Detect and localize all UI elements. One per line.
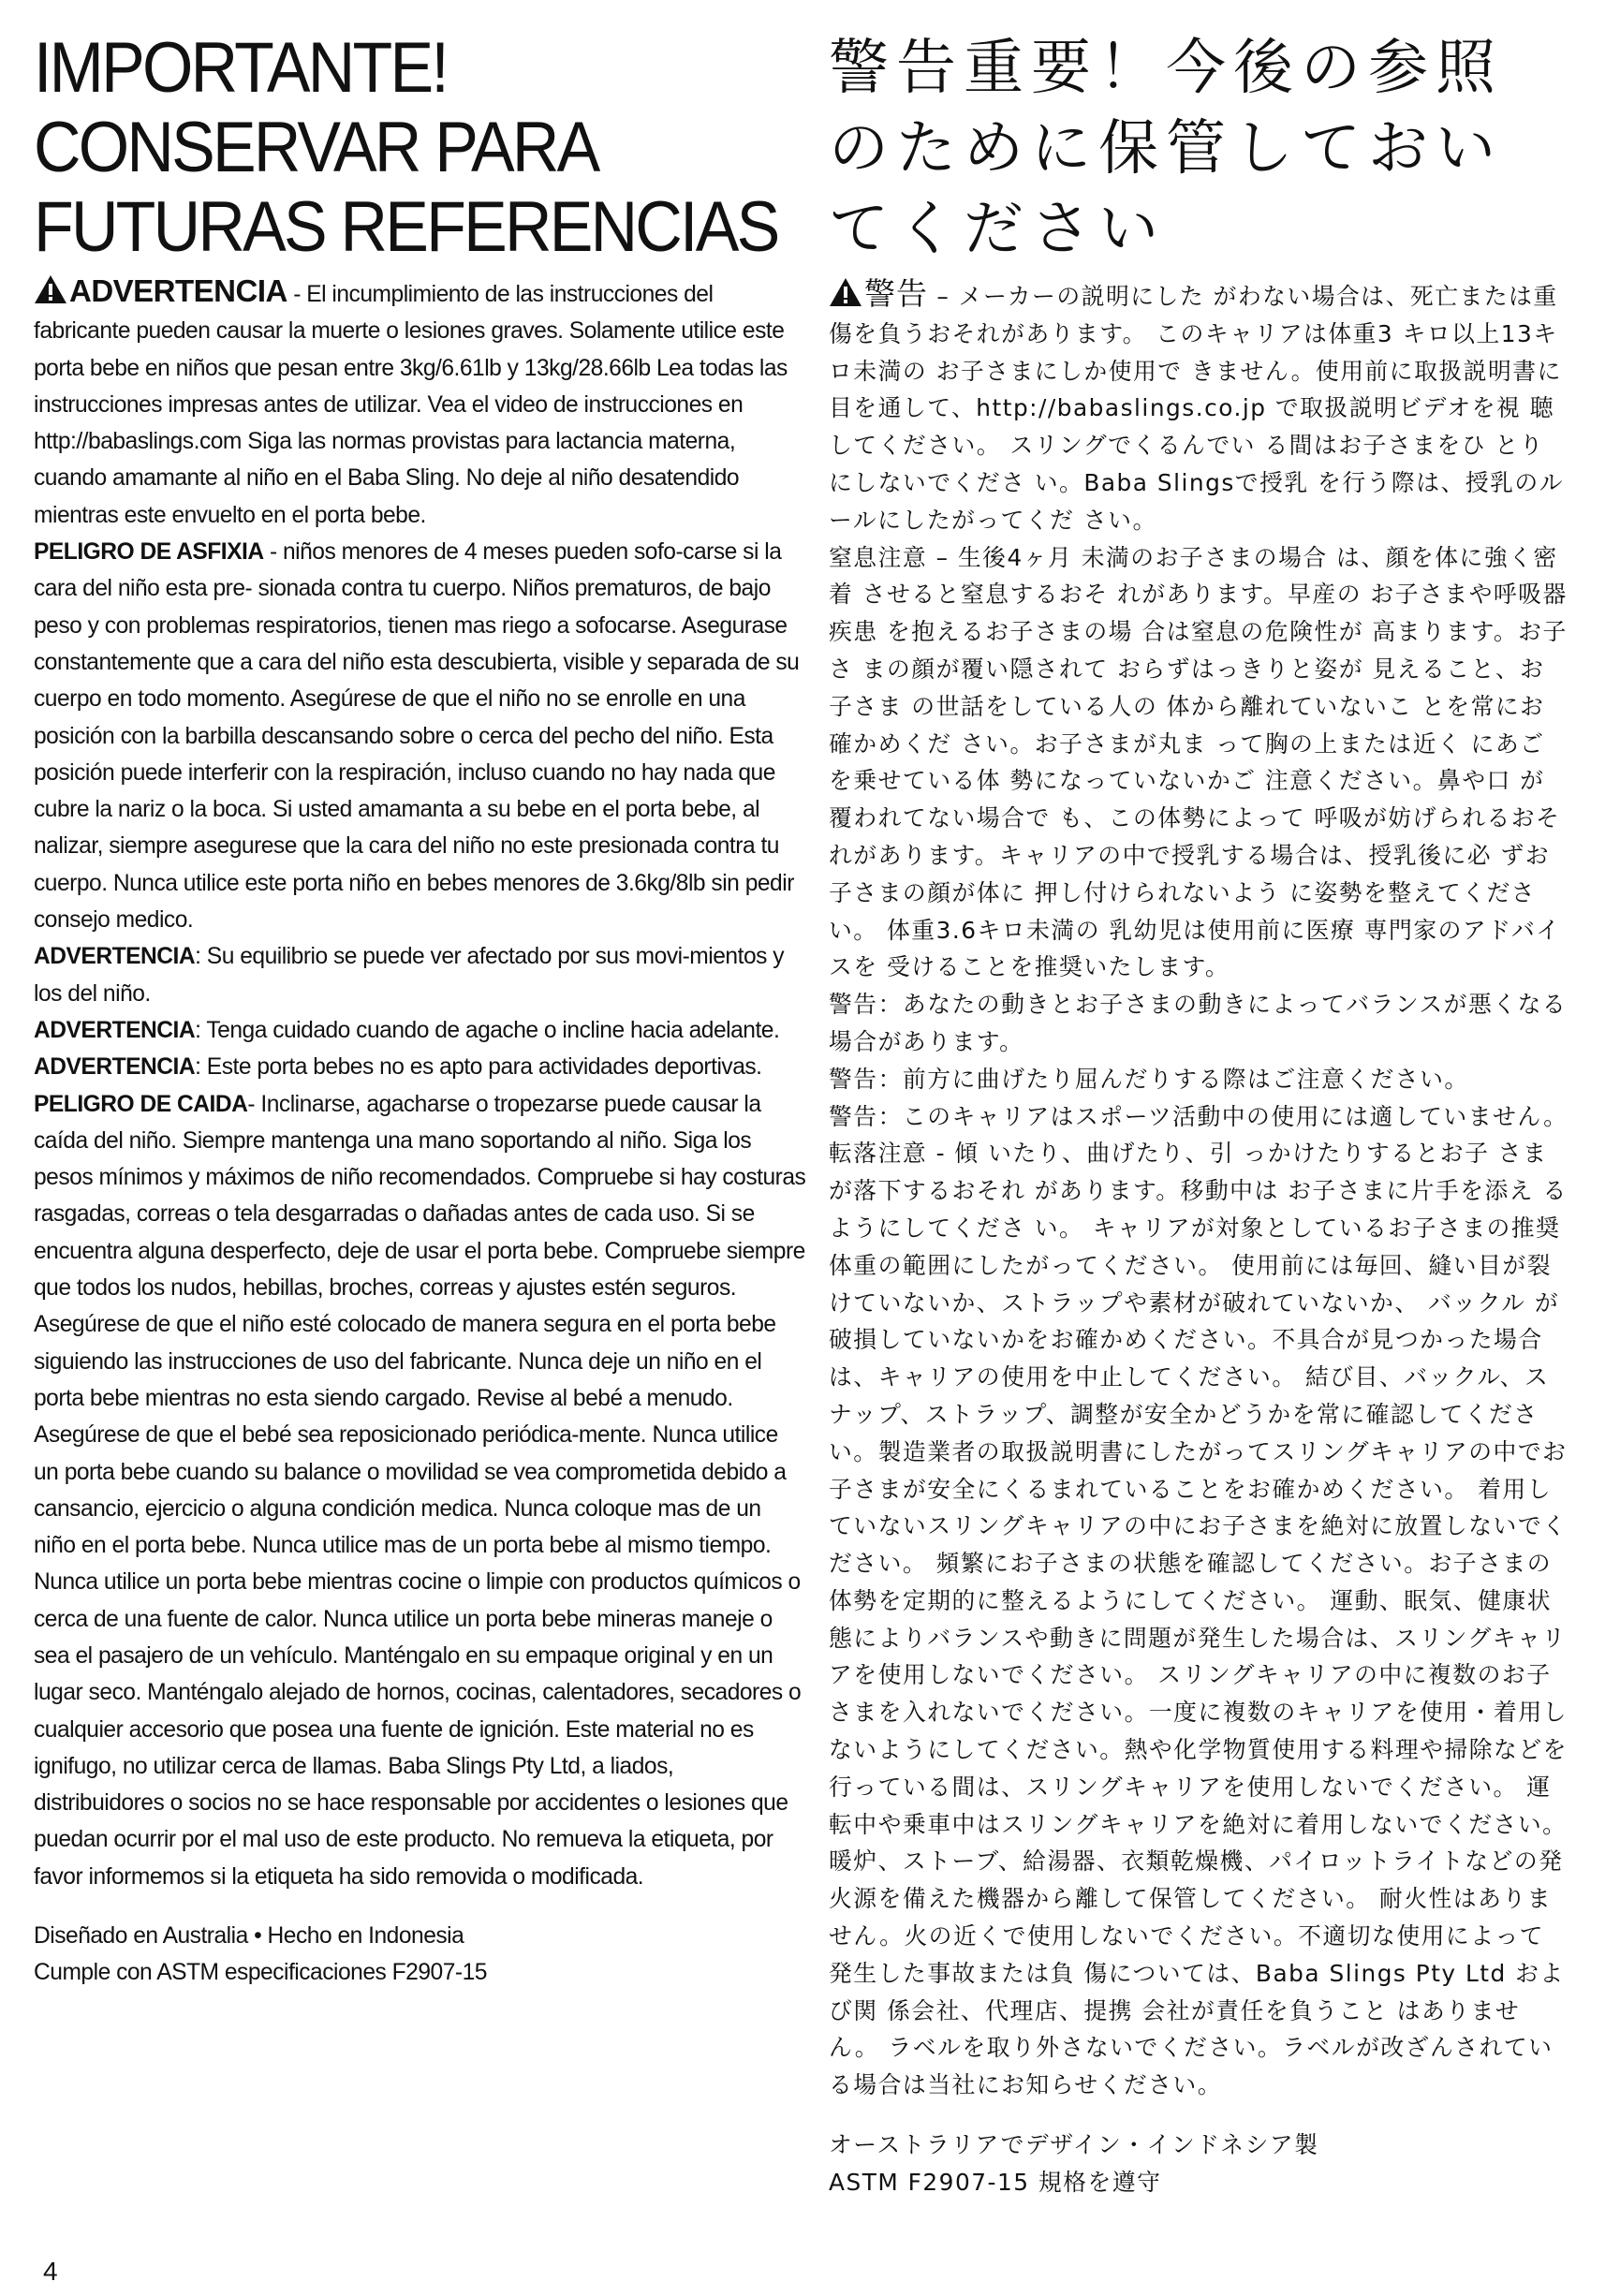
japanese-title (829, 28, 1568, 270)
japanese-paragraph: 警告：このキャリアはスポーツ活動中の使用には適していません。 (829, 1102, 1568, 1130)
spanish-intro-heading: ADVERTENCIA (69, 273, 287, 308)
spanish-section-heading: PELIGRO DE CAIDA (34, 1091, 248, 1117)
spanish-section (34, 1049, 807, 1085)
spanish-footer (34, 1918, 807, 1992)
spanish-section (34, 534, 807, 938)
japanese-paragraph: 転落注意 - 傾 いたり、曲げたり、引 っかけたりするとお子 さまが落下するおそれ があります。移動中は お子さまに片手を添え るようにしてくださ い。 キャリアが対象としているお子さまの推奨体重の範囲にしたがってください。 使用前には毎回、縫い目が裂けていないか、ストラップや素材が破れていないか、 バックル が破損していないかをお確かめください。不具合が見つかった場合は、キャリアの使用を中止してください。 結び目、バックル、スナップ、ストラップ、調整が安全かどうかを常に確認してください。製造業者の取扱説明書にしたがってスリングキャリアの中でお子さまが安全にくるまれていることをお確かめください。 着用していないスリングキャリアの中にお子さまを絶対に放置しないでください。 頻繁にお子さまの状態を確認してください。お子さまの体勢を定期的に整えるようにしてください。 運動、眠気、健康状態によりバランスや動きに問題が発生した場合は、スリングキャリアを使用しないでください。 スリングキャリアの中に複数のお子さまを入れないでください。一度に複数のキャリアを使用・着用しないようにしてください。熱や化学物質使用する料理や掃除などを行っている間は、スリングキャリアを使用しないでください。 運転中や乗車中はスリングキャリアを絶対に着用しないでください。 暖炉、ストーブ、給湯器、衣類乾燥機、パイロットライトなどの発火源を備えた機器から離して保管してください。 耐火性はありません。火の近くで使用しないでください。不適切な使用によって 発生した事故または負 傷については、Baba Slings Pty Ltd およ び関 係会社、代理店、提携 会社が責任を負うこと はありません。 ラベルを取り外さないでください。ラベルが改ざんされている場合は当社にお知らせください。 (829, 1140, 1568, 2099)
spanish-section-text: : Este porta bebes no es apto para actividades deportivas. (195, 1054, 762, 1081)
spanish-footer-line: Cumple con ASTM especificaciones F2907-15 (34, 1960, 487, 1986)
japanese-intro (829, 275, 1568, 539)
japanese-title-line-1: 警告重要！今後の参照 (829, 34, 1503, 103)
spanish-section-heading: ADVERTENCIA (34, 1054, 196, 1081)
spanish-section-text: - Inclinarse, agacharse o tropezarse puede causar la caída del niño. Siempre mantenga una mano soportando al niño. Siga los pesos mínimos y máximos de niño recomendados. Compruebe si hay costuras rasgadas, correas o tela desgarradas o dañadas antes de cada uso. Si se encuentra alguna desperfecto, deje de usar el porta bebe. Compruebe siempre que todos los nudos, hebillas, broches, correas y ajustes estén seguros. Asegúrese de que el niño esté colocado de manera segura en el porta bebe siguiendo las instrucciones de uso del fabricante. Nunca deje un niño en el porta bebe mientras no esta siendo cargado. Revise al bebé a menudo. Asegúrese de que el bebé sea reposicionado periódica-mente. Nunca utilice un porta bebe cuando su balance o movilidad se vea comprometida debido a cansancio, ejercicio o alguna condición medica. Nunca coloque mas de un niño en el porta bebe. Nunca utilice mas de un porta bebe al mismo tiempo. Nunca utilice un porta bebe mientras cocine o limpie con productos químicos o cerca de una fuente de calor. Nunca utilice un porta bebe mineras maneje o sea el pasajero de un vehículo. Manténgalo en su empaque original y en un lugar seco. Manténgalo alejado de hornos, cocinas, calentadores, secadores o cualquier accesorio que posea una fuente de ignición. Este material no es ignifugo, no utilizar cerca de llamas. Baba Slings Pty Ltd, a liados, distribuidores o socios no se hace responsable por accidentes o lesiones que puedan ocurrir por el mal uso de este producto. No remueva la etiqueta, por favor informemos si la etiqueta ha sido removida o modificada. (34, 1091, 806, 1890)
japanese-paragraph: 警告：前方に曲げたり屈んだりする際はご注意ください。 (829, 1065, 1469, 1093)
page-number: 4 (43, 2257, 58, 2286)
spanish-title (34, 28, 809, 267)
japanese-footer-line: オーストラリアでデザイン・インドネシア製 (829, 2131, 1319, 2159)
spanish-section-heading: PELIGRO DE ASFIXIA (34, 539, 264, 566)
japanese-intro-text: – メーカーの説明にした がわない場合は、死亡または重傷を負うおそれがあります。 このキャリアは体重3 キロ以上13キロ未満の お子さまにしか使用で きません。使用前に取扱説明書に 目を通して、http://babaslings.co.jp で取扱説明ビデオを視 聴してください。 スリングでくるんでい る間はお子さまをひ とりにしないでくださ い。Baba Slingsで授乳 を行う際は、授乳のル ールにしたがってくだ さい。 (829, 283, 1565, 534)
spanish-section-heading: ADVERTENCIA (34, 944, 196, 970)
spanish-section (34, 1012, 807, 1049)
spanish-title-line-1: IMPORTANTE! (34, 28, 447, 108)
japanese-paragraph: 窒息注意 – 生後4ヶ月 未満のお子さまの場合 は、顔を体に強く密着 させると窒息するおそ れがあります。早産の お子さまや呼吸器疾患 を抱えるお子さまの場 合は窒息の危険性が 高まります。お子さ まの顔が覆い隠されて おらずはっきりと姿が 見えること、お子さま の世話をしている人の 体から離れていないこ とを常にお確かめくだ さい。お子さまが丸ま って胸の上または近く にあごを乗せている体 勢になっていないかご 注意ください。鼻や口 が覆われてない場合で も、この体勢によって 呼吸が妨げられるおそ れがあります。キャリアの中で授乳する場合は、授乳後に必 ずお子さまの顔が体に 押し付けられないよう に姿勢を整えてくださ い。 体重3.6キロ未満の 乳幼児は使用前に医療 専門家のアドバイスを 受けることを推奨いたします。 (829, 543, 1568, 981)
warning-triangle-icon (829, 277, 862, 307)
spanish-title-line-3: FUTURAS REFERENCIAS (34, 187, 778, 267)
warning-triangle-icon (34, 274, 67, 304)
spanish-body (34, 272, 807, 1992)
japanese-title-line-2: のために保管しておい (829, 114, 1503, 184)
japanese-body (829, 275, 1568, 2201)
spanish-intro-text: - El incumplimiento de las instrucciones del fabricante pueden causar la muerte o lesiones graves. Solamente utilice este porta bebe en niños que pesan entre 3kg/6.61lb y 13kg/28.66lb Lea todas las instrucciones impresas antes de utilizar. Vea el video de instrucciones en http://babaslings.com Siga las normas provistas para lactancia materna, cuando amamante al niño en el Baba Sling. No deje al niño desatendido mientras este envuelto en el porta bebe. (34, 282, 788, 528)
spanish-section (34, 1086, 807, 1896)
spanish-footer-line: Diseñado en Australia • Hecho en Indonesia (34, 1923, 464, 1950)
spanish-title-line-2: CONSERVAR PARA (34, 108, 598, 187)
japanese-intro-heading: 警告 (864, 275, 928, 312)
spanish-section-text: : Su equilibrio se puede ver afectado por sus movi-mientos y los del niño. (34, 944, 785, 1007)
spanish-intro (34, 272, 807, 534)
japanese-column (829, 28, 1568, 2201)
spanish-section-text: : Tenga cuidado cuando de agache o incline hacia adelante. (195, 1017, 780, 1043)
japanese-paragraph: 警告：あなたの動きとお子さまの動きによってバランスが悪くなる場合があります。 (829, 991, 1568, 1055)
spanish-section (34, 938, 807, 1012)
japanese-footer (829, 2127, 1568, 2201)
japanese-title-line-3: てください (829, 195, 1166, 264)
spanish-column (34, 28, 807, 1992)
spanish-section-text: - niños menores de 4 meses pueden sofo-carse si la cara del niño esta pre- sionada contra tu cuerpo. Niños prematuros, de bajo peso y con problemas respiratorios, tienen mas riego a sofocarse. Asegurase constantemente que a cara del niño esta descubierta, visible y separada de su cuerpo en todo momento. Asegúrese de que el niño no se enrolle en una posición con la barbilla descansando sobre o cerca del pecho del niño. Esta posición puede interferir con la respiración, incluso cuando no hay nada que cubre la nariz o la boca. Si usted amamanta a su bebe en el porta bebe, al nalizar, siempre asegurese que la cara del niño no este presionada contra tu cuerpo. Nunca utilice este porta niño en bebes menores de 3.6kg/8lb sin pedir consejo medico. (34, 539, 800, 934)
japanese-footer-line: ASTM F2907-15 規格を遵守 (829, 2168, 1162, 2196)
spanish-section-heading: ADVERTENCIA (34, 1017, 196, 1043)
